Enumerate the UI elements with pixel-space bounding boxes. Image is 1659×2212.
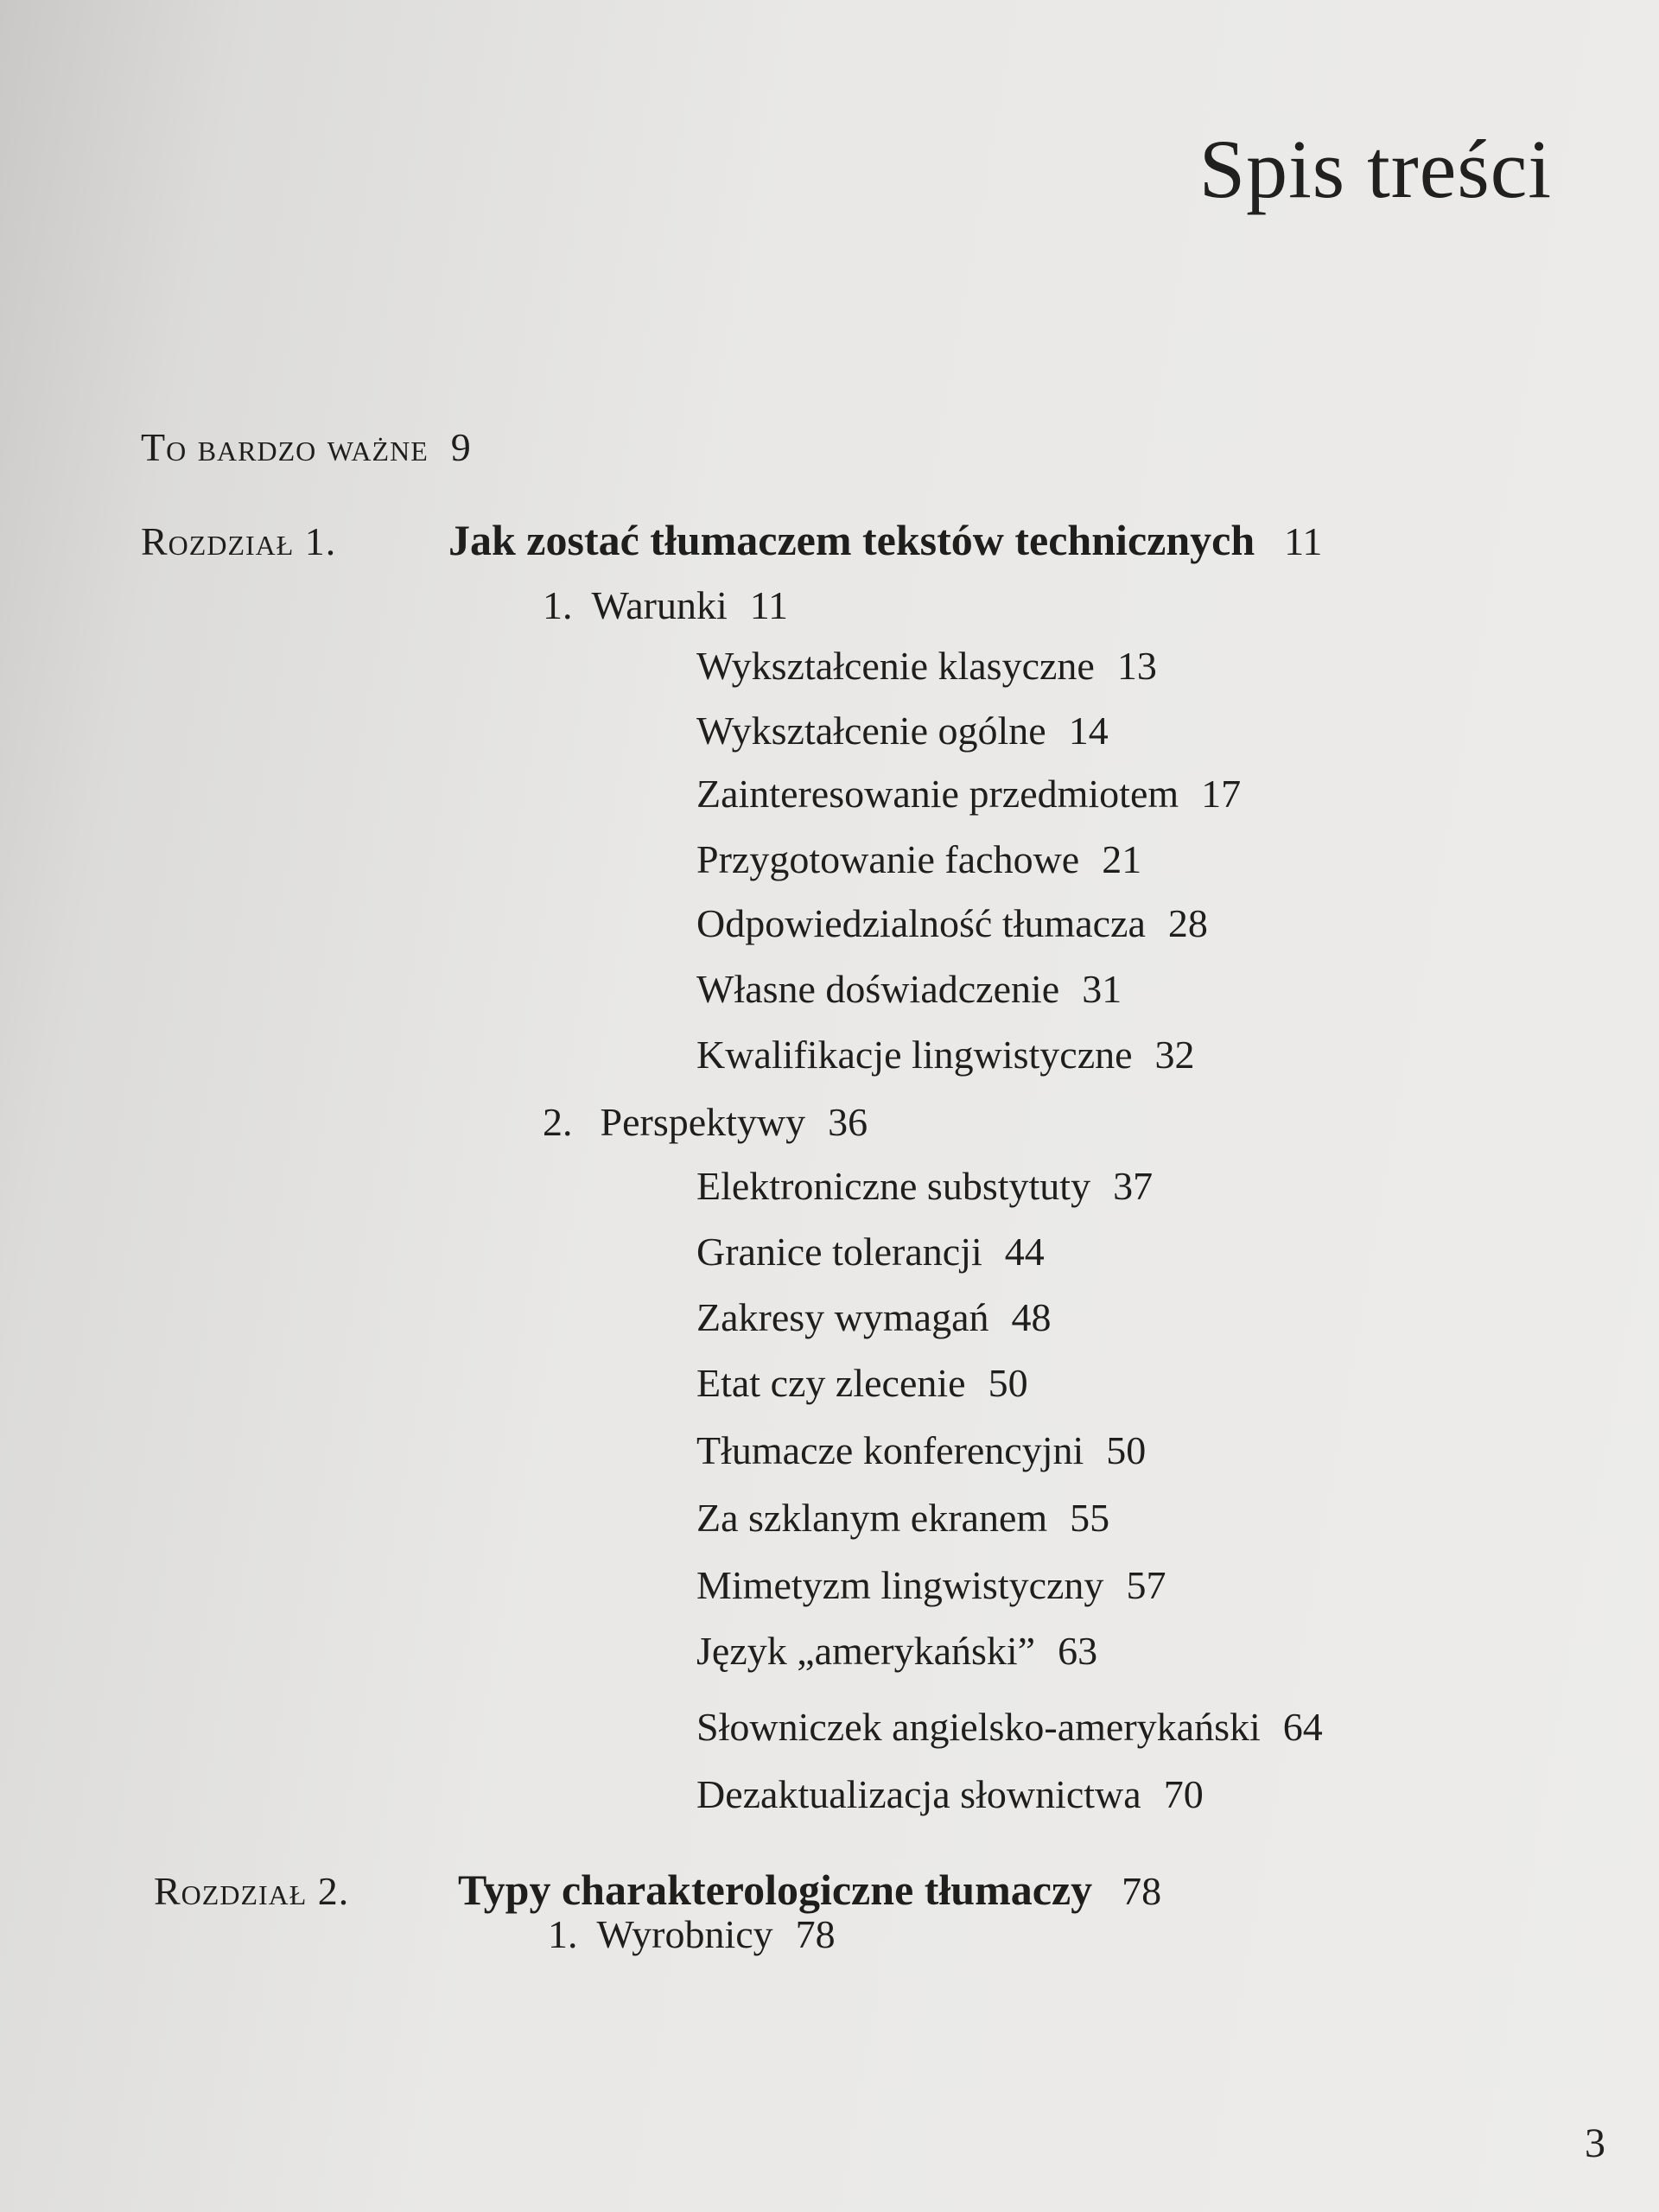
item-title: Tłumacze konferencyjni	[696, 1428, 1084, 1472]
toc-section	[548, 1912, 836, 1956]
toc-section	[543, 583, 789, 627]
toc-item	[696, 1631, 1097, 1671]
toc-item	[696, 1035, 1195, 1075]
toc-item	[696, 1363, 1028, 1403]
item-page: 55	[1070, 1496, 1110, 1540]
item-page: 63	[1058, 1629, 1098, 1673]
section-page: 11	[749, 583, 789, 627]
toc-item	[696, 1772, 1204, 1816]
toc-chapter-2	[154, 1866, 1162, 1914]
item-title: Przygotowanie fachowe	[696, 837, 1080, 881]
toc-entry-front-matter	[141, 425, 472, 469]
item-page: 50	[1106, 1428, 1147, 1472]
item-page: 44	[1004, 1230, 1045, 1274]
item-page: 28	[1167, 901, 1208, 945]
section-page: 36	[828, 1100, 868, 1144]
item-page: 17	[1201, 772, 1242, 816]
item-title: Mimetyzm lingwistyczny	[696, 1563, 1104, 1607]
section-number: 2.	[543, 1100, 573, 1144]
toc-item	[696, 711, 1109, 751]
toc-item	[696, 1428, 1147, 1472]
section-page: 78	[795, 1912, 836, 1956]
item-page: 37	[1113, 1164, 1154, 1208]
item-title: Wykształcenie klasyczne	[696, 644, 1095, 688]
page-title: Spis treści	[1198, 123, 1552, 215]
item-title: Odpowiedzialność tłumacza	[696, 901, 1146, 945]
toc-chapter-1	[141, 518, 1322, 562]
item-page: 32	[1154, 1033, 1195, 1077]
item-page: 13	[1116, 644, 1157, 688]
toc-item	[696, 1707, 1323, 1747]
page-number: 3	[1585, 2120, 1605, 2166]
item-title: Zakresy wymagań	[696, 1295, 989, 1339]
item-title: Za szklanym ekranem	[696, 1496, 1048, 1540]
item-page: 57	[1126, 1563, 1166, 1607]
toc-item	[696, 1563, 1166, 1607]
item-title: Granice tolerancji	[696, 1230, 982, 1274]
chapter-label: Rozdział 2.	[154, 1869, 350, 1913]
item-title: Słowniczek angielsko-amerykański	[696, 1705, 1261, 1749]
section-number: 1.	[548, 1912, 578, 1956]
item-title: Wykształcenie ogólne	[696, 709, 1046, 753]
item-page: 48	[1011, 1295, 1052, 1339]
toc-item	[696, 837, 1142, 881]
item-title: Kwalifikacje lingwistyczne	[696, 1033, 1133, 1077]
toc-item	[696, 646, 1157, 686]
entry-page: 9	[450, 425, 472, 469]
toc-item	[696, 901, 1208, 945]
item-page: 21	[1102, 837, 1142, 881]
chapter-title: Jak zostać tłumaczem tekstów technicznych	[448, 516, 1255, 564]
toc-item	[696, 1295, 1052, 1339]
item-page: 31	[1082, 967, 1122, 1011]
item-title: Własne doświadczenie	[696, 967, 1060, 1011]
toc-item	[696, 1166, 1153, 1206]
item-title: Język „amerykański”	[696, 1629, 1036, 1673]
item-page: 70	[1163, 1772, 1204, 1816]
toc-item	[696, 1498, 1109, 1538]
toc-section	[543, 1100, 868, 1144]
item-page: 14	[1068, 709, 1109, 753]
chapter-page: 11	[1284, 519, 1323, 563]
section-number: 1.	[543, 583, 573, 627]
item-title: Zainteresowanie przedmiotem	[696, 772, 1179, 816]
toc-item	[696, 1232, 1045, 1272]
item-page: 64	[1282, 1705, 1323, 1749]
item-title: Dezaktualizacja słownictwa	[696, 1772, 1141, 1816]
item-title: Elektroniczne substytuty	[696, 1164, 1091, 1208]
chapter-page: 78	[1122, 1869, 1162, 1913]
item-page: 50	[988, 1361, 1028, 1405]
item-title: Etat czy zlecenie	[696, 1361, 966, 1405]
chapter-label: Rozdział 1.	[141, 519, 337, 563]
chapter-title: Typy charakterologiczne tłumaczy	[458, 1866, 1093, 1914]
toc-item	[696, 774, 1241, 814]
toc-item	[696, 969, 1122, 1009]
section-title: Wyrobnicy	[596, 1912, 773, 1956]
section-title: Warunki	[591, 583, 728, 627]
entry-label: To bardzo ważne	[141, 425, 429, 469]
section-title: Perspektywy	[600, 1100, 806, 1144]
